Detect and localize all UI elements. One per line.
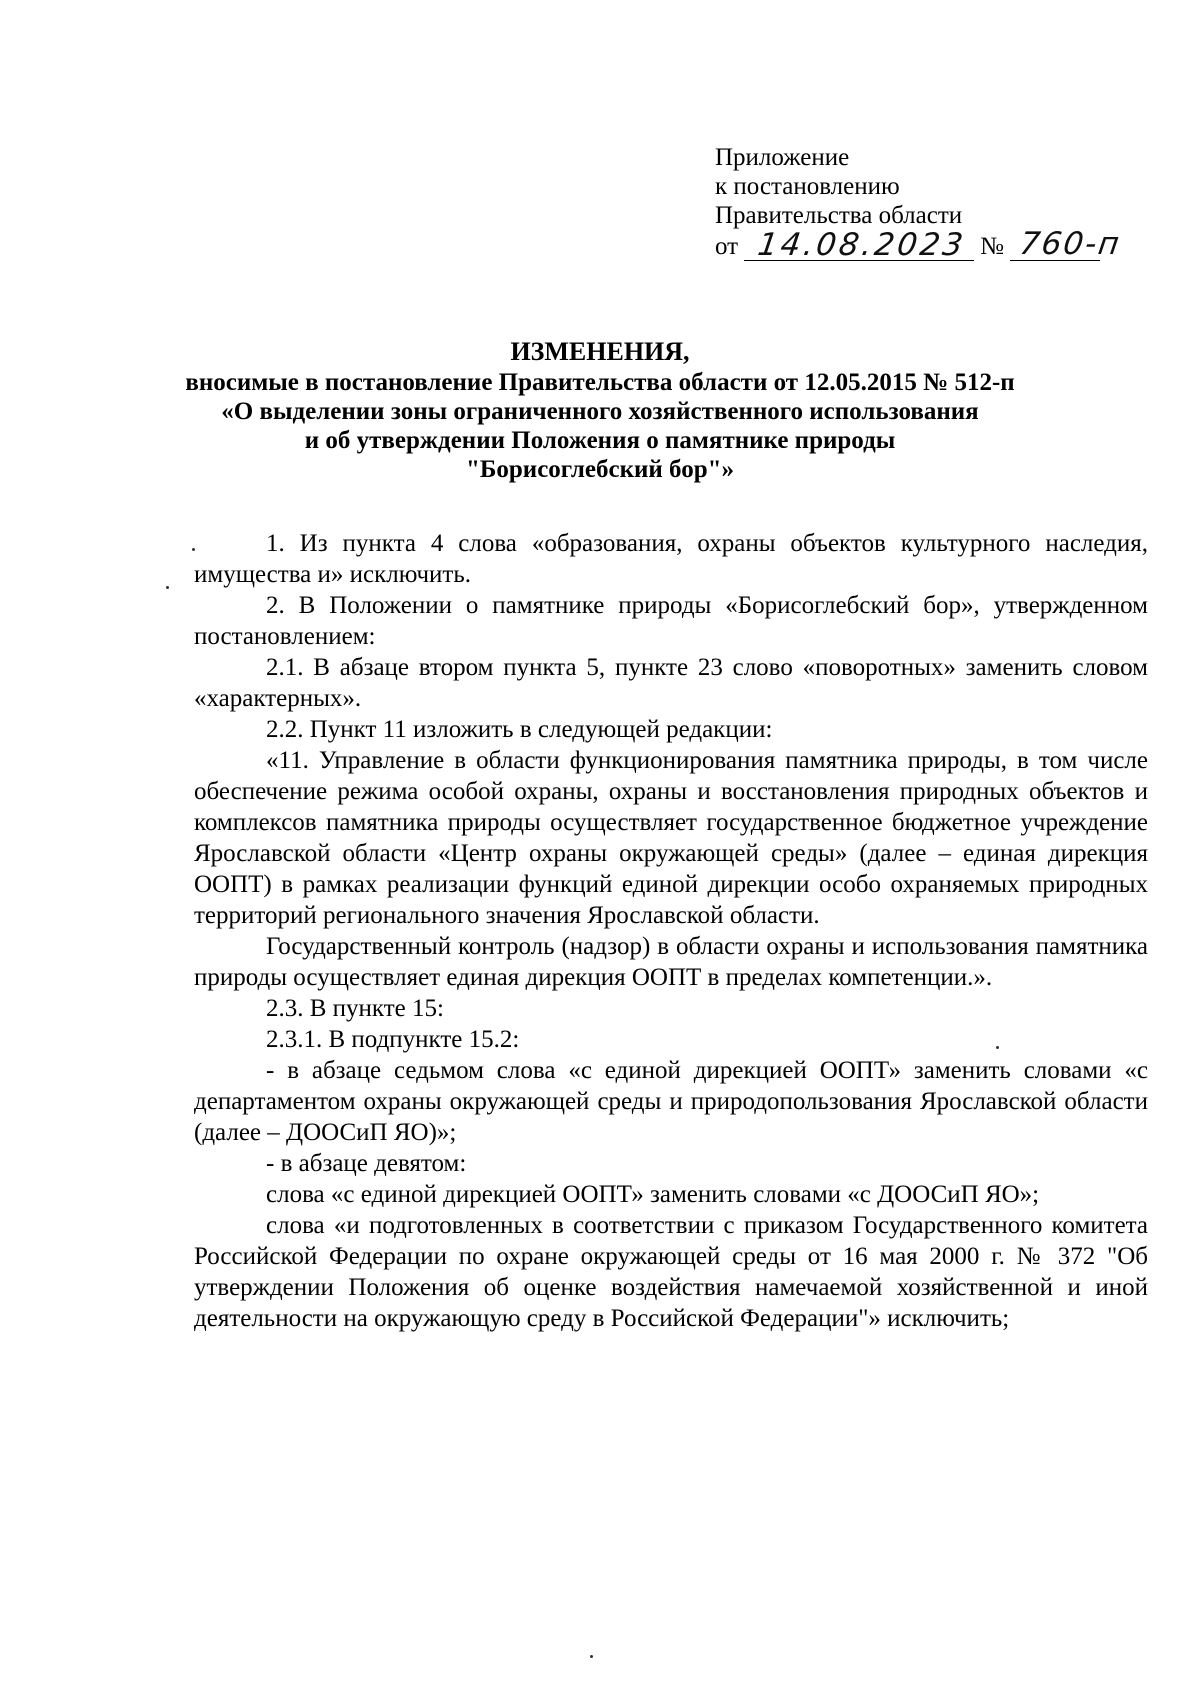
- scan-speck: [166, 586, 169, 589]
- attachment-line-2: к постановлению: [715, 173, 900, 200]
- paragraph-control: Государственный контроль (надзор) в области охраны и использования памятника природы осуществляет единая дирекция ООПТ в пределах компетенции.».: [194, 933, 1148, 991]
- number-label: №: [980, 233, 1004, 260]
- attachment-header: [715, 143, 1124, 263]
- title-line-3: и об утверждении Положения о памятнике природы: [304, 427, 896, 454]
- paragraph-11-text: «11. Управление в области функционирования памятника природы, в том числе обеспечение режима особой охраны, охраны и восстановления природных объектов и комплексов памятника природы осуществляет государственное бюджетное учреждение Ярославской области «Центр охраны окружающей среды» (далее – единая дирекция ООПТ) в рамках реализации функций единой дирекции особо охраняемых природных территорий регионального значения Ярославской области.: [194, 747, 1148, 929]
- scan-speck: [590, 1655, 593, 1658]
- paragraph-2: 2. В Положении о памятнике природы «Борисоглебский бор», утвержденном постановлением:: [194, 592, 1148, 650]
- handwritten-date: 14.08.2023: [755, 227, 969, 263]
- title-line-1: вносимые в постановление Правительства области от 12.05.2015 № 512-п: [185, 369, 1015, 396]
- paragraph-2-2: 2.2. Пункт 11 изложить в следующей редакции:: [266, 716, 773, 743]
- title-line-2: «О выделении зоны ограниченного хозяйственного использования: [221, 398, 979, 425]
- attachment-line-3: Правительства области: [715, 202, 963, 229]
- paragraph-seventh: - в абзаце седьмом слова «с единой дирекцией ООПТ» заменить словами «с департаментом охраны окружающей среды и природопользования Ярославской области (далее – ДООСиП ЯО)»;: [194, 1057, 1148, 1146]
- scan-speck: [996, 1046, 999, 1049]
- paragraph-words-replace: слова «с единой дирекцией ООПТ» заменить словами «с ДООСиП ЯО»;: [266, 1181, 1040, 1208]
- paragraph-2-3-1: 2.3.1. В подпункте 15.2:: [266, 1026, 520, 1053]
- paragraph-words-exclude: слова «и подготовленных в соответствии с приказом Государственного комитета Российской Федерации по охране окружающей среды от 16 мая 2000 г. № 372 "Об утверждении Положения об оценке воздействия намечаемой хозяйственной и иной деятельности на окружающую среду в Российской Федерации"» исключить;: [194, 1212, 1148, 1332]
- attachment-date-number-line: [715, 226, 1124, 263]
- title-main: ИЗМЕНЕНИЯ,: [510, 337, 690, 366]
- document-body: [194, 528, 1148, 1334]
- paragraph-1: 1. Из пункта 4 слова «образования, охраны объектов культурного наследия, имущества и» исключить.: [194, 530, 1148, 588]
- scan-speck: [192, 548, 195, 551]
- title-line-4: "Борисоглебский бор"»: [465, 456, 735, 483]
- paragraph-2-1: 2.1. В абзаце втором пункта 5, пункте 23 слово «поворотных» заменить словом «характерных».: [194, 654, 1148, 712]
- number-field: [1010, 226, 1124, 262]
- paragraph-ninth: - в абзаце девятом:: [266, 1150, 467, 1177]
- paragraph-2-3: 2.3. В пункте 15:: [266, 995, 444, 1022]
- date-field: [744, 227, 974, 263]
- document-title: [150, 337, 1050, 484]
- attachment-line-1: Приложение: [715, 144, 850, 171]
- from-label: от: [715, 233, 739, 260]
- handwritten-number: 760-п: [1017, 226, 1124, 262]
